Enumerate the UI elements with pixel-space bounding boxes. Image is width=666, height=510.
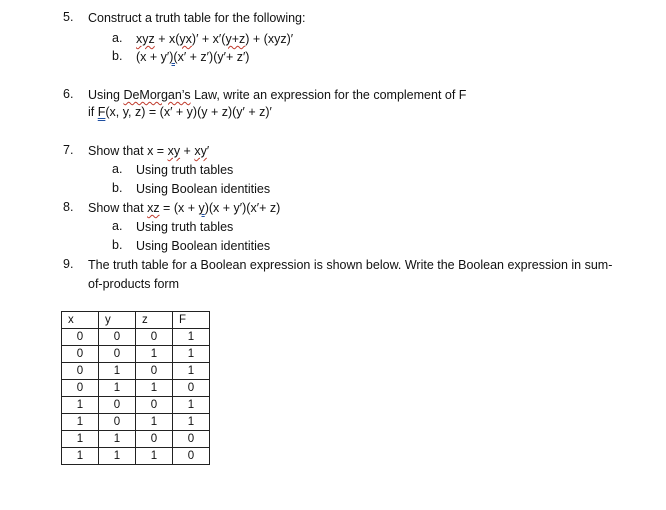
table-cell: 0 [62,363,99,380]
table-cell: 0 [99,346,136,363]
table-cell: 0 [99,329,136,346]
q5b-expression: (x + y′)(x′ + z′)(y′+ z′) [136,50,250,64]
item-text: Using Boolean identities [136,239,271,253]
table-cell: 1 [136,380,173,397]
question-text: The truth table for a Boolean expression is shown below. Write the Boolean expression in sum- [88,258,613,272]
item-label: b. [112,49,123,63]
question-text: Show that x = xy + xy′ [88,144,210,158]
question-text: Construct a truth table for the following: [88,11,306,25]
table-cell: 1 [136,414,173,431]
table-cell: 0 [136,397,173,414]
table-cell: 1 [173,414,210,431]
column-header: F [173,312,210,329]
table-cell: 1 [99,448,136,465]
table-cell: 0 [136,363,173,380]
table-cell: 1 [62,448,99,465]
question-text: Show that xz = (x + y)(x + y′)(x′+ z) [88,201,281,215]
item-label: a. [112,219,123,233]
item-label: a. [112,31,123,45]
item-label: b. [112,181,123,195]
table-row [62,346,210,363]
item-text: Using truth tables [136,163,234,177]
truth-table [61,311,210,465]
table-header-row [62,312,210,329]
table-cell: 0 [136,431,173,448]
item-label: b. [112,238,123,252]
question-text-continued: of-products form [88,277,180,291]
column-header: x [62,312,99,329]
table-cell: 1 [136,448,173,465]
table-cell: 1 [62,431,99,448]
table-cell: 0 [173,448,210,465]
question-number: 5. [63,10,74,24]
table-cell: 0 [173,431,210,448]
item-label: a. [112,162,123,176]
table-cell: 1 [99,380,136,397]
table-cell: 1 [99,431,136,448]
table-cell: 1 [99,363,136,380]
table-cell: 1 [173,346,210,363]
item-text: Using truth tables [136,220,234,234]
q5a-expression: xyz + x(yx)′ + x′(y+z) + (xyz)′ [136,32,294,46]
item-text: Using Boolean identities [136,182,271,196]
table-cell: 1 [62,397,99,414]
table-cell: 0 [99,397,136,414]
table-row [62,329,210,346]
table-row [62,397,210,414]
table-cell: 0 [62,346,99,363]
table-cell: 0 [173,380,210,397]
table-cell: 1 [136,346,173,363]
question-number: 9. [63,257,74,271]
question-number: 8. [63,200,74,214]
table-cell: 1 [173,363,210,380]
table-cell: 0 [99,414,136,431]
table-row [62,380,210,397]
column-header: y [99,312,136,329]
table-cell: 0 [62,380,99,397]
question-number: 7. [63,143,74,157]
table-row [62,431,210,448]
question-text: Using DeMorgan’s Law, write an expression for the complement of F [88,88,467,102]
table-cell: 0 [136,329,173,346]
table-row [62,363,210,380]
table-cell: 1 [173,397,210,414]
question-text-continued: if F(x, y, z) = (x′ + y)(y + z)(y′ + z)′ [88,105,272,119]
column-header: z [136,312,173,329]
question-number: 6. [63,87,74,101]
table-row [62,414,210,431]
table-cell: 0 [62,329,99,346]
table-row [62,448,210,465]
table-cell: 1 [173,329,210,346]
table-cell: 1 [62,414,99,431]
